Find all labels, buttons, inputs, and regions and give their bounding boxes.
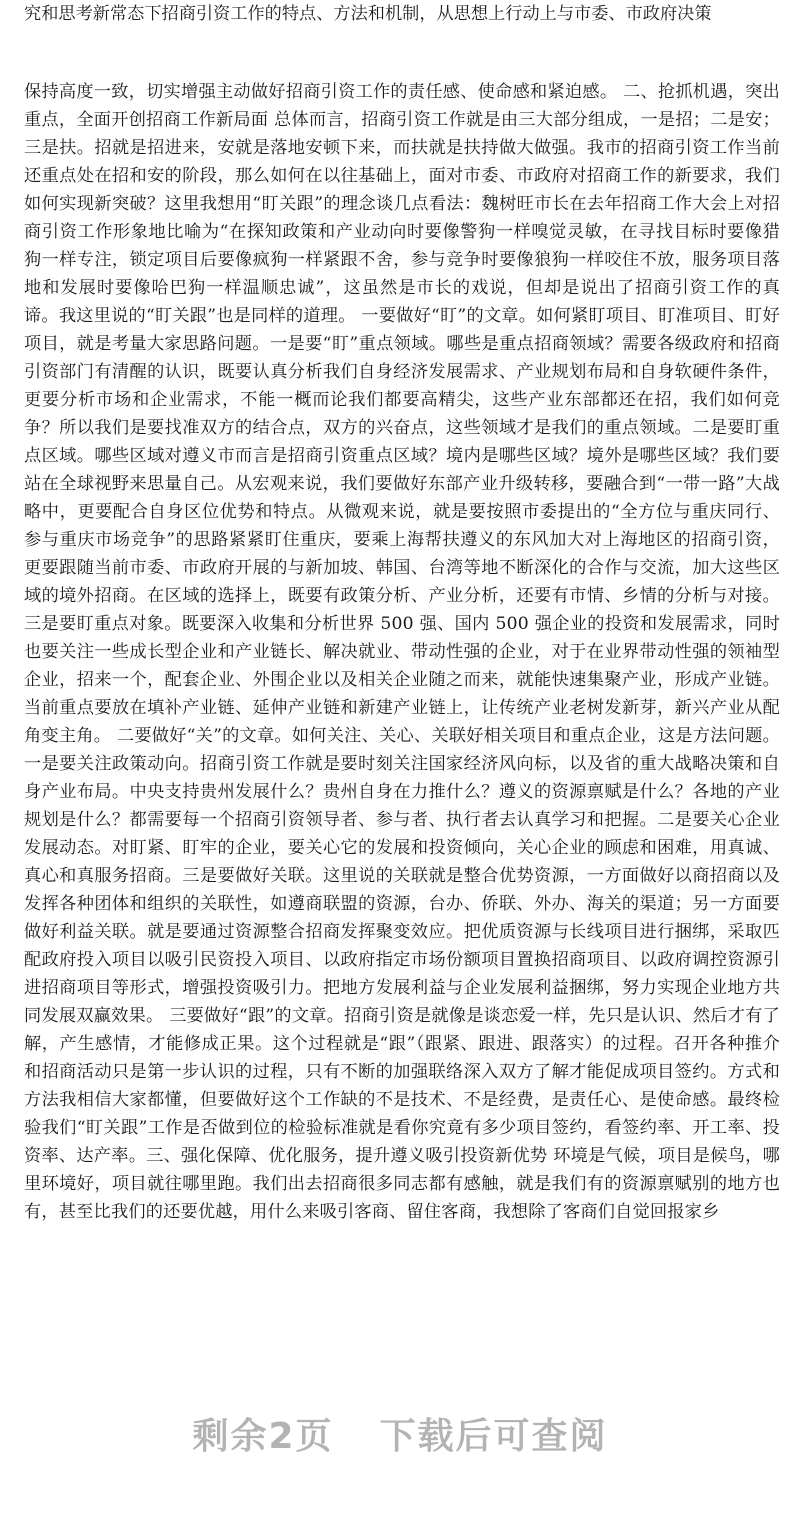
document-body xyxy=(24,78,780,1226)
remaining-pages-label[interactable]: 剩余2页 xyxy=(192,1416,334,1457)
download-prompt-banner[interactable] xyxy=(0,1410,800,1464)
body-paragraph: 保持高度一致，切实增强主动做好招商引资工作的责任感、使命感和紧迫感。 二、抢抓机遇，突出重点，全面开创招商工作新局面 总体而言，招商引资工作就是由三大部分组成，一是招；二是安；三是扶。招就是招进来，安就是落地安顿下来，而扶就是扶持做大做强。我市的招商引资工作当前还重点处在招和安的阶段，那么如何在以往基础上，面对市委、市政府对招商工作的新要求，我们如何实现新突破？这里我想用“盯关跟”的理念谈几点看法：魏树旺市长在去年招商工作大会上对招商引资工作形象地比喻为“在探知政策和产业动向时要像警狗一样嗅觉灵敏，在寻找目标时要像猎狗一样专注，锁定项目后要像疯狗一样紧跟不舍，参与竞争时要像狼狗一样咬住不放，服务项目落地和发展时要像哈巴狗一样温顺忠诚”，这虽然是市长的戏说，但却是说出了招商引资工作的真谛。我这里说的“盯关跟”也是同样的道理。 一要做好“盯”的文章。如何紧盯项目、盯准项目、盯好项目，就是考量大家思路问题。一是要“盯”重点领域。哪些是重点招商领域？需要各级政府和招商引资部门有清醒的认识，既要认真分析我们自身经济发展需求、产业规划布局和自身软硬件条件，更要分析市场和企业需求，不能一概而论我们都要高精尖，这些产业东部都还在招，我们如何竞争？所以我们是要找准双方的结合点，双方的兴奋点，这些领域才是我们的重点领域。二是要盯重点区域。哪些区域对遵义市而言是招商引资重点区域？境内是哪些区域？境外是哪些区域？我们要站在全球视野来思量自己。从宏观来说，我们要做好东部产业升级转移，要融合到“一带一路”大战略中，更要配合自身区位优势和特点。从微观来说，就是要按照市委提出的“全方位与重庆同行、参与重庆市场竞争”的思路紧紧盯住重庆，要乘上海帮扶遵义的东风加大对上海地区的招商引资，更要跟随当前市委、市政府开展的与新加坡、韩国、台湾等地不断深化的合作与交流，加大这些区域的境外招商。在区域的选择上，既要有政策分析、产业分析，还要有市情、乡情的分析与对接。三是要盯重点对象。既要深入收集和分析世界 500 强、国内 500 强企业的投资和发展需求，同时也要关注一些成长型企业和产业链长、解决就业、带动性强的企业，对于在业界带动性强的领袖型企业，招来一个，配套企业、外围企业以及相关企业随之而来，就能快速集聚产业，形成产业链。当前重点要放在填补产业链、延伸产业链和新建产业链上，让传统产业老树发新芽，新兴产业从配角变主角。 二要做好“关”的文章。如何关注、关心、关联好相关项目和重点企业，这是方法问题。一是要关注政策动向。招商引资工作就是要时刻关注国家经济风向标，以及省的重大战略决策和自身产业布局。中央支持贵州发展什么？贵州自身在力推什么？遵义的资源禀赋是什么？各地的产业规划是什么？都需要每一个招商引资领导者、参与者、执行者去认真学习和把握。二是要关心企业发展动态。对盯紧、盯牢的企业，要关心它的发展和投资倾向，关心企业的顾虑和困难，用真诚、真心和真服务招商。三是要做好关联。这里说的关联就是整合优势资源，一方面做好以商招商以及发挥各种团体和组织的关联性，如遵商联盟的资源，台办、侨联、外办、海关的渠道；另一方面要做好利益关联。就是要通过资源整合招商发挥聚变效应。把优质资源与长线项目进行捆绑，采取匹配政府投入项目以吸引民资投入项目、以政府指定市场份额项目置换招商项目、以政府调控资源引进招商项目等形式，增强投资吸引力。把地方发展利益与企业发展利益捆绑，努力实现企业地方共同发展双赢效果。 三要做好“跟”的文章。招商引资是就像是谈恋爱一样，先只是认识、然后才有了解，产生感情，才能修成正果。这个过程就是“跟”（跟紧、跟进、跟落实）的过程。召开各种推介和招商活动只是第一步认识的过程，只有不断的加强联络深入双方了解才能促成项目签约。方式和方法我相信大家都懂，但要做好这个工作缺的不是技术、不是经费，是责任心、是使命感。最终检验我们“盯关跟”工作是否做到位的检验标准就是看你究竟有多少项目签约，看签约率、开工率、投资率、达产率。三、强化保障、优化服务，提升遵义吸引投资新优势 环境是气候，项目是候鸟，哪里环境好，项目就往哪里跑。我们出去招商很多同志都有感触，就是我们有的资源禀赋别的地方也有，甚至比我们的还要优越，用什么来吸引客商、留住客商，我想除了客商们自觉回报家乡 xyxy=(24,82,780,1222)
download-hint-label[interactable]: 下载后可查阅 xyxy=(379,1416,608,1457)
document-top-line: 究和思考新常态下招商引资工作的特点、方法和机制，从思想上行动上与市委、市政府决策 xyxy=(24,4,712,24)
